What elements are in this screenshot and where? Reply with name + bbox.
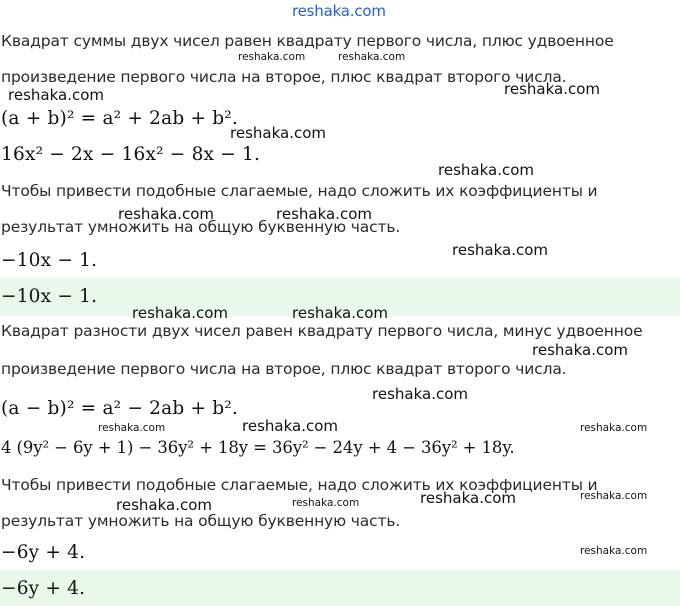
watermark: reshaka.com	[230, 124, 326, 142]
difference-square-formula: (a − b)² = a² − 2ab + b².	[1, 398, 238, 419]
site-title[interactable]: reshaka.com	[292, 2, 386, 20]
answer-highlight-2	[0, 570, 680, 606]
watermark: reshaka.com	[452, 241, 548, 259]
result-1: −10x − 1.	[1, 250, 98, 271]
watermark: reshaka.com	[580, 490, 648, 502]
watermark: reshaka.com	[292, 304, 388, 322]
sum-square-formula: (a + b)² = a² + 2ab + b².	[1, 108, 238, 129]
watermark: reshaka.com	[338, 51, 406, 63]
rule-text-line-4: произведение первого числа на второе, плюс квадрат второго числа.	[1, 360, 567, 378]
rule-text-line-2: произведение первого числа на второе, плюс квадрат второго числа.	[1, 68, 567, 86]
like-terms-text-line-1: Чтобы привести подобные слагаемые, надо сложить их коэффициенты и	[1, 182, 598, 200]
expression-1: 16x² − 2x − 16x² − 8x − 1.	[1, 144, 261, 165]
watermark: reshaka.com	[372, 385, 468, 403]
result-2: −6y + 4.	[1, 542, 86, 563]
watermark: reshaka.com	[242, 417, 338, 435]
rule-text-line-3: Квадрат разности двух чисел равен квадрату первого числа, минус удвоенное	[1, 322, 643, 340]
like-terms-text-line-3: Чтобы привести подобные слагаемые, надо сложить их коэффициенты и	[1, 476, 598, 494]
answer-2: −6y + 4.	[1, 578, 86, 599]
watermark: reshaka.com	[580, 545, 648, 557]
watermark: reshaka.com	[580, 422, 648, 434]
watermark: reshaka.com	[292, 497, 360, 509]
watermark: reshaka.com	[98, 422, 166, 434]
watermark: reshaka.com	[438, 161, 534, 179]
watermark: reshaka.com	[504, 80, 600, 98]
watermark: reshaka.com	[238, 51, 306, 63]
like-terms-text-line-2: результат умножить на общую буквенную часть.	[1, 218, 401, 236]
answer-1: −10x − 1.	[1, 286, 98, 307]
watermark: reshaka.com	[276, 205, 372, 223]
rule-text-line-1: Квадрат суммы двух чисел равен квадрату первого числа, плюс удвоенное	[1, 32, 614, 50]
expression-2: 4 (9y² − 6y + 1) − 36y² + 18y = 36y² − 24y + 4 − 36y² + 18y.	[1, 438, 515, 457]
like-terms-text-line-4: результат умножить на общую буквенную часть.	[1, 512, 401, 530]
watermark: reshaka.com	[132, 304, 228, 322]
watermark: reshaka.com	[532, 341, 628, 359]
watermark: reshaka.com	[116, 496, 212, 514]
watermark: reshaka.com	[8, 86, 104, 104]
watermark: reshaka.com	[118, 205, 214, 223]
watermark: reshaka.com	[420, 489, 516, 507]
